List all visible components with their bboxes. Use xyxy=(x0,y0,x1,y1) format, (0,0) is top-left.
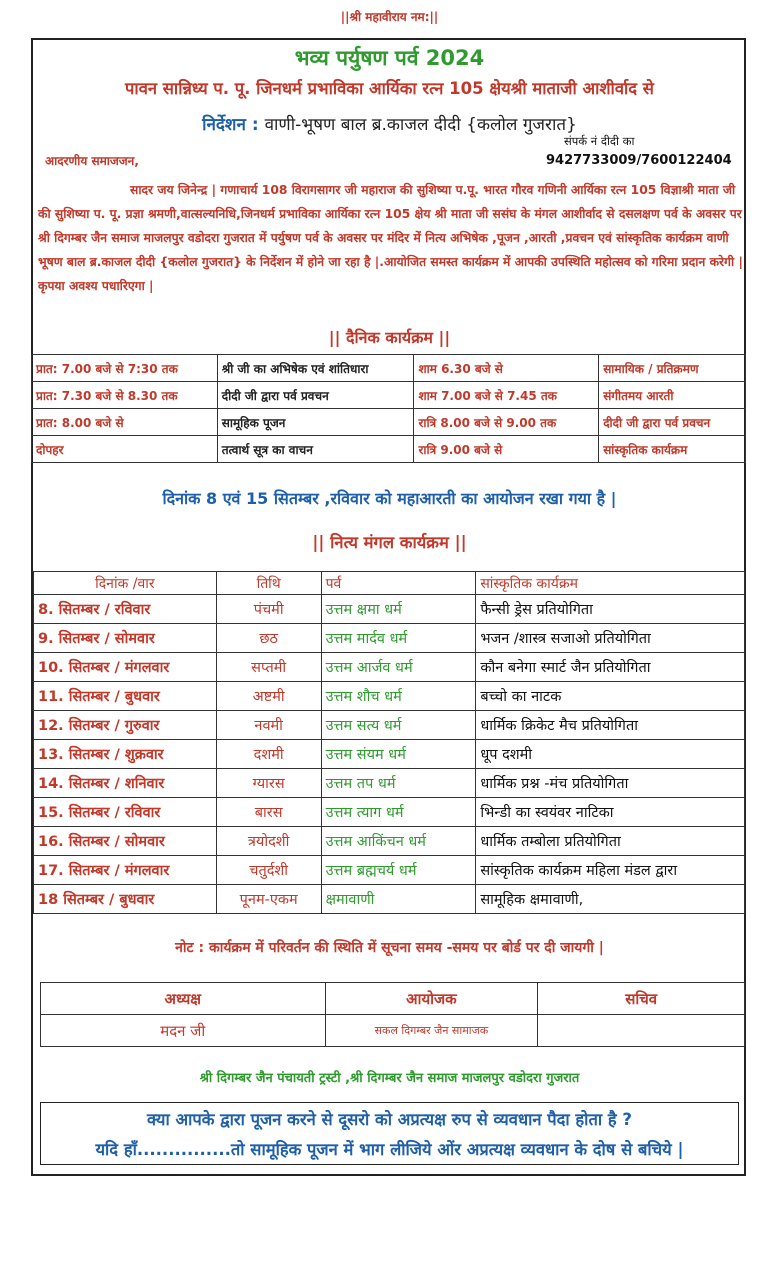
nitya-parv-cell: उत्तम क्षमा धर्म xyxy=(321,595,476,624)
officer-header-secretary: सचिव xyxy=(538,983,745,1015)
daily-row xyxy=(32,382,746,409)
nitya-row xyxy=(34,798,745,827)
daily-cell: दीदी जी द्वारा पर्व प्रवचन xyxy=(217,382,414,409)
nitya-row xyxy=(34,711,745,740)
nitya-header-date: दिनांक /वार xyxy=(34,572,217,595)
nitya-date-cell: 11. सितम्बर / बुधवार xyxy=(34,682,217,711)
daily-cell: प्रात: 7.30 बजे से 8.30 तक xyxy=(32,382,218,409)
direction-line xyxy=(0,112,779,135)
direction-label: निर्देशन : xyxy=(202,115,259,135)
nitya-program-cell: फैन्सी ड्रेस प्रतियोगिता xyxy=(476,595,745,624)
officers-table xyxy=(40,982,745,1047)
nitya-program-cell: सांस्कृतिक कार्यक्रम महिला मंडल द्वारा xyxy=(476,856,745,885)
nitya-program-cell: भजन /शास्त्र सजाओ प्रतियोगिता xyxy=(476,624,745,653)
nitya-program-cell: धार्मिक क्रिकेट मैच प्रतियोगिता xyxy=(476,711,745,740)
nitya-tithi-cell: चतुर्दशी xyxy=(216,856,321,885)
contact-phone: 9427733009/7600122404 xyxy=(546,153,732,168)
maha-aarti-notice: दिनांक 8 एवं 15 सितम्बर ,रविवार को महाआरती का आयोजन रखा गया है | xyxy=(162,489,617,508)
nitya-parv-cell: उत्तम मार्दव धर्म xyxy=(321,624,476,653)
nitya-header-parv: पर्व xyxy=(321,572,476,595)
nitya-parv-cell: क्षमावाणी xyxy=(321,885,476,914)
nitya-date-cell: 8. सितम्बर / रविवार xyxy=(34,595,217,624)
nitya-tithi-cell: छठ xyxy=(216,624,321,653)
page-title: भव्य पर्युषण पर्व 2024 xyxy=(294,46,485,70)
nitya-row xyxy=(34,827,745,856)
nitya-row xyxy=(34,856,745,885)
nitya-date-cell: 18 सितम्बर / बुधवार xyxy=(34,885,217,914)
officer-secretary xyxy=(538,1015,745,1047)
nitya-date-cell: 9. सितम्बर / सोमवार xyxy=(34,624,217,653)
officer-header-president: अध्यक्ष xyxy=(41,983,326,1015)
nitya-tithi-cell: सप्तमी xyxy=(216,653,321,682)
appeal-line-1: क्या आपके द्वारा पूजन करने से दूसरो को अप्रत्यक्ष रुप से व्यवधान पैदा होता है ? xyxy=(147,1110,632,1129)
daily-cell: शाम 6.30 बजे से xyxy=(414,355,599,382)
nitya-program-cell: भिन्डी का स्वयंवर नाटिका xyxy=(476,798,745,827)
nitya-tithi-cell: पंचमी xyxy=(216,595,321,624)
nitya-parv-cell: उत्तम ब्रह्मचर्य धर्म xyxy=(321,856,476,885)
daily-cell: प्रात: 7.00 बजे से 7:30 तक xyxy=(32,355,218,382)
nitya-program-cell: धार्मिक तम्बोला प्रतियोगिता xyxy=(476,827,745,856)
nitya-parv-cell: उत्तम संयम धर्म xyxy=(321,740,476,769)
nitya-parv-cell: उत्तम तप धर्म xyxy=(321,769,476,798)
daily-cell: सांस्कृतिक कार्यक्रम xyxy=(599,436,746,463)
daily-row xyxy=(32,436,746,463)
nitya-tithi-cell: त्रयोदशी xyxy=(216,827,321,856)
change-note: नोट : कार्यक्रम में परिवर्तन की स्थिति में सूचना समय -समय पर बोर्ड पर दी जायगी | xyxy=(175,940,604,956)
nitya-tithi-cell: नवमी xyxy=(216,711,321,740)
daily-cell: शाम 7.00 बजे से 7.45 तक xyxy=(414,382,599,409)
trust-line: श्री दिगम्बर जैन पंचायती ट्रस्टी ,श्री दिगम्बर जैन समाज माजलपुर वडोदरा गुजरात xyxy=(199,1071,580,1086)
nitya-tithi-cell: बारस xyxy=(216,798,321,827)
nitya-row xyxy=(34,595,745,624)
direction-name: वाणी-भूषण बाल ब्र.काजल दीदी {कलोल गुजरात} xyxy=(264,115,577,135)
nitya-header-tithi: तिथि xyxy=(216,572,321,595)
nitya-tithi-cell: दशमी xyxy=(216,740,321,769)
nitya-row xyxy=(34,624,745,653)
daily-cell: सामायिक / प्रतिक्रमण xyxy=(599,355,746,382)
invitation-paragraph: सादर जय जिनेन्द्र | गणाचार्य 108 विरागसागर जी महाराज की सुशिष्या प.पू. भारत गौरव गणिनी आर्यिका रत्न 105 विज्ञाश्री माता जी की सुशिष्या प. पू. प्रज्ञा श्रमणी,वात्सल्यनिधि,जिनधर्म प्रभाविका आर्यिका रत्न 105 क्षेय श्री माता जी ससंघ के मंगल आशीर्वाद से दसलक्षण पर्व के अवसर पर श्री दिगम्बर जैन समाज माजलपुर वडोदरा गुजरात में पर्युषण पर्व के अवसर पर मंदिर में नित्य अभिषेक ,पूजन ,आरती ,प्रवचन एवं सांस्कृतिक कार्यक्रम वाणी भूषण बाल ब्र.काजल दीदी {कलोल गुजरात} के निर्देशन में होने जा रहा है |.आयोजित समस्त कार्यक्रम में आपकी उपस्थिति महोत्सव को गरिमा प्रदान करेगी |कृपया अवश्य पधारिएगा | xyxy=(38,183,743,293)
daily-cell: प्रात: 8.00 बजे से xyxy=(32,409,218,436)
nitya-parv-cell: उत्तम आर्जव धर्म xyxy=(321,653,476,682)
subtitle-blessing: पावन सान्निध्य प. पू. जिनधर्म प्रभाविका आर्यिका रत्न 105 क्षेयश्री माताजी आशीर्वाद से xyxy=(125,79,654,98)
daily-cell: संगीतमय आरती xyxy=(599,382,746,409)
daily-cell: दोपहर xyxy=(32,436,218,463)
nitya-row xyxy=(34,740,745,769)
nitya-program-cell: सामूहिक क्षमावाणी, xyxy=(476,885,745,914)
nitya-tithi-cell: ग्यारस xyxy=(216,769,321,798)
nitya-schedule-table xyxy=(33,571,745,914)
nitya-row xyxy=(34,653,745,682)
nitya-date-cell: 14. सितम्बर / शनिवार xyxy=(34,769,217,798)
nitya-parv-cell: उत्तम त्याग धर्म xyxy=(321,798,476,827)
nitya-row xyxy=(34,682,745,711)
nitya-parv-cell: उत्तम सत्य धर्म xyxy=(321,711,476,740)
greeting: आदरणीय समाजजन, xyxy=(45,154,139,168)
nitya-heading: || नित्य मंगल कार्यक्रम || xyxy=(312,533,467,552)
daily-schedule-table xyxy=(31,354,746,463)
nitya-date-cell: 13. सितम्बर / शुक्रवार xyxy=(34,740,217,769)
daily-row xyxy=(32,409,746,436)
nitya-date-cell: 10. सितम्बर / मंगलवार xyxy=(34,653,217,682)
contact-label: संपर्क नं दीदी का xyxy=(564,134,635,148)
officer-organizer: सकल दिगम्बर जैन सामाजक xyxy=(325,1015,538,1047)
nitya-row xyxy=(34,769,745,798)
nitya-date-cell: 15. सितम्बर / रविवार xyxy=(34,798,217,827)
nitya-parv-cell: उत्तम आकिंचन धर्म xyxy=(321,827,476,856)
nitya-header-program: सांस्कृतिक कार्यक्रम xyxy=(476,572,745,595)
daily-cell: रात्रि 8.00 बजे से 9.00 तक xyxy=(414,409,599,436)
nitya-date-cell: 17. सितम्बर / मंगलवार xyxy=(34,856,217,885)
nitya-parv-cell: उत्तम शौच धर्म xyxy=(321,682,476,711)
daily-cell: तत्वार्थ सूत्र का वाचन xyxy=(217,436,414,463)
nitya-program-cell: बच्चो का नाटक xyxy=(476,682,745,711)
nitya-tithi-cell: अष्टमी xyxy=(216,682,321,711)
nitya-date-cell: 12. सितम्बर / गुरुवार xyxy=(34,711,217,740)
nitya-program-cell: धार्मिक प्रश्न -मंच प्रतियोगिता xyxy=(476,769,745,798)
officer-president: मदन जी xyxy=(41,1015,326,1047)
officer-header-organizer: आयोजक xyxy=(325,983,538,1015)
daily-cell: दीदी जी द्वारा पर्व प्रवचन xyxy=(599,409,746,436)
appeal-box xyxy=(40,1102,739,1165)
nitya-tithi-cell: पूनम-एकम xyxy=(216,885,321,914)
daily-heading: || दैनिक कार्यक्रम || xyxy=(328,328,451,347)
daily-cell: रात्रि 9.00 बजे से xyxy=(414,436,599,463)
daily-cell: श्री जी का अभिषेक एवं शांतिधारा xyxy=(217,355,414,382)
nitya-program-cell: कौन बनेगा स्मार्ट जैन प्रतियोगिता xyxy=(476,653,745,682)
daily-cell: सामूहिक पूजन xyxy=(217,409,414,436)
nitya-date-cell: 16. सितम्बर / सोमवार xyxy=(34,827,217,856)
appeal-line-2: यदि हाँ...............तो सामूहिक पूजन में भाग लीजिये ओंर अप्रत्यक्ष व्यवधान के दोष से बचिये | xyxy=(95,1140,684,1159)
top-invocation: ||श्री महावीराय नम:|| xyxy=(340,10,439,24)
nitya-row xyxy=(34,885,745,914)
nitya-program-cell: धूप दशमी xyxy=(476,740,745,769)
daily-row xyxy=(32,355,746,382)
